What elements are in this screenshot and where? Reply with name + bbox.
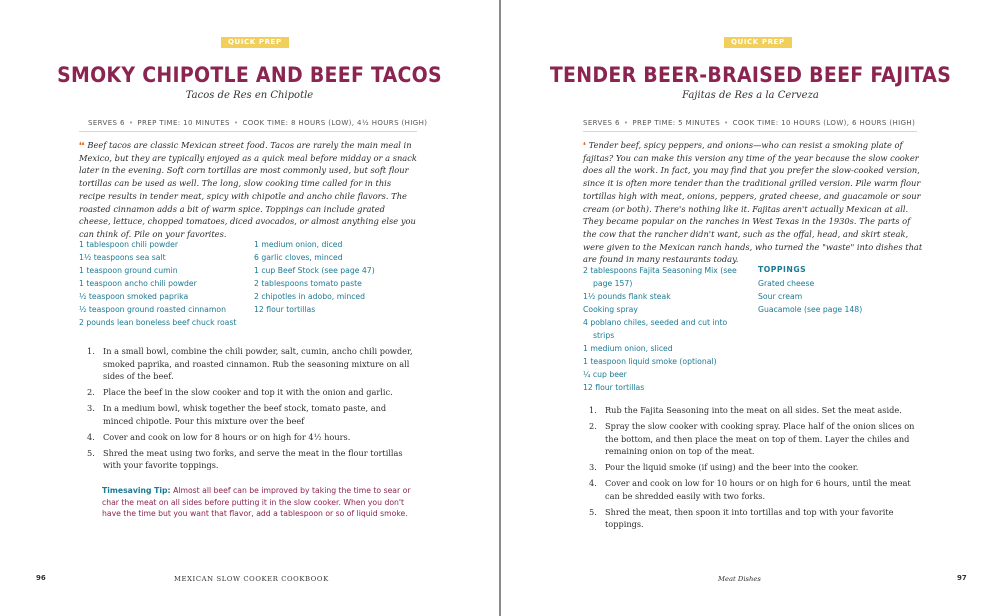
ingredient-item: ½ teaspoon ground roasted cinnamon [79,305,226,314]
ingredient-item: 4 poblano chiles, seeded and cut into strips [583,318,728,340]
quote-mark-icon: ❛ [583,140,586,150]
prep-time-label: PREP TIME: 10 MINUTES [137,119,230,127]
ingredient-item: Grated cheese [758,279,815,288]
ingredient-item: Cooking spray [583,305,638,314]
step-item [589,477,919,502]
tip-text: Almost all beef can be improved by taking the time to sear or char the meat on all sides before putting it in the slow cooker. When you don't have the time but you want that flavor, add a tablespoon or so of liquid smoke. [102,486,411,519]
ingredient-item: 2 chipotles in adobo, minced [254,292,366,301]
step-item [87,447,417,472]
quick-prep-badge: QUICK PREP [724,37,792,48]
recipe-intro: ❛❛ Beef tacos are classic Mexican street food. Tacos are rarely the main meal in Mexico, but they are typically enjoyed as a quick meal before midday or a snack later in the evening. Soft corn tortillas are most commonly used, but soft flour tortillas can be used as well. The long, slow cooking time called for in this recipe results in tender meat, spicy with chipotle and ancho chile flavors. The roasted cinnamon adds a bit of warm spice. Toppings can include grated cheese, lettuce, chopped tomatoes, diced avocados, or almost anything else you can think of. Pile on your favorites. [79,140,417,239]
ingredient-item: ½ teaspoon smoked paprika [79,292,189,301]
step-text: Rub the Fajita Seasoning into the meat on all sides. Set the meat aside. [605,405,902,415]
step-number: 5. [589,506,597,517]
ingredient-item: 1½ pounds flank steak [583,292,671,301]
step-item [589,461,919,474]
ingredient-item: 1 medium onion, diced [254,240,343,249]
ingredient-item: 1 medium onion, sliced [583,344,673,353]
ingredient-item: Sour cream [758,292,803,301]
tip-label: Timesaving Tip: [102,486,171,495]
prep-time-label: PREP TIME: 5 MINUTES [632,119,721,127]
step-text: Place the beef in the slow cooker and top it with the onion and garlic. [103,387,393,397]
ingredient-item: 12 flour tortillas [583,383,645,392]
ingredient-item: ¼ cup beer [583,370,627,379]
ingredient-item: 1 cup Beef Stock (see page 47) [254,266,375,275]
page-number: 97 [957,574,967,582]
ingredients-col-2 [254,238,424,316]
step-text: In a small bowl, combine the chili powder, salt, cumin, ancho chili powder, smoked paprika, and roasted cinnamon. Rub the seasoning mixture on all sides of the beef. [103,346,413,381]
step-item [589,420,919,458]
ingredient-item: 1 tablespoon chili powder [79,240,179,249]
quick-prep-badge: QUICK PREP [221,37,289,48]
recipe-steps [87,345,417,475]
toppings-heading: TOPPINGS [758,265,807,274]
recipe-title: SMOKY CHIPOTLE AND BEEF TACOS [57,63,442,87]
step-number: 4. [87,431,95,442]
serves-label: SERVES 6 [88,119,125,127]
recipe-subtitle: Tacos de Res en Chipotle [185,90,314,101]
step-item [87,431,417,444]
step-number: 3. [589,462,597,472]
step-number: 3. [87,403,95,413]
recipe-title: TENDER BEER-BRAISED BEEF FAJITAS [549,63,952,87]
step-text: Cover and cook on low for 8 hours or on high for 4½ hours. [103,431,351,442]
step-text: Cover and cook on low for 10 hours or on high for 6 hours, until the meat can be shredded easily with two forks. [605,478,911,501]
step-text: Pour the liquid smoke (if using) and the beer into the cooker. [605,462,859,472]
ingredient-item: 2 tablespoons tomato paste [254,279,362,288]
divider [79,131,417,132]
step-number: 2. [589,421,597,431]
step-number: 4. [589,478,597,488]
step-number: 5. [87,447,95,458]
step-item [589,506,919,531]
cook-time-label: COOK TIME: 10 HOURS (LOW), 6 HOURS (HIGH) [732,119,916,127]
quote-mark-icon: ❛❛ [79,140,85,150]
ingredient-item: Guacamole (see page 148) [758,305,863,314]
ingredient-item: 1½ teaspoons sea salt [79,253,166,262]
step-item [589,404,919,417]
timesaving-tip [102,485,412,520]
step-text: Spray the slow cooker with cooking spray. Place half of the onion slices on the bottom, and then place the meat on top of them. Layer the chiles and remaining onion on top of the meat. [605,421,915,456]
right-page [501,0,1000,616]
recipe-steps [589,404,919,534]
ingredients-col-1 [79,238,249,329]
serves-label: SERVES 6 [583,119,620,127]
step-item [87,386,417,399]
recipe-meta: SERVES 6 • PREP TIME: 10 MINUTES • COOK TIME: 8 HOURS (LOW), 4½ HOURS (HIGH) [88,119,428,127]
step-number: 2. [87,387,95,397]
cook-time-label: COOK TIME: 8 HOURS (LOW), 4½ HOURS (HIGH) [242,119,428,127]
step-number: 1. [589,405,597,415]
step-text: Shred the meat, then spoon it into tortillas and top with your favorite toppings. [605,506,894,529]
divider [583,131,917,132]
left-page [0,0,499,616]
ingredient-item: 1 teaspoon ancho chili powder [79,279,197,288]
step-text: Shred the meat using two forks, and serve the meat in the flour tortillas with your favorite toppings. [103,447,403,470]
ingredients-col-1 [583,264,748,394]
running-head: Meat Dishes [718,575,761,583]
page-number: 96 [36,574,46,582]
step-text: In a medium bowl, whisk together the beef stock, tomato paste, and minced chipotle. Pour this mixture over the beef [103,403,387,426]
ingredient-item: 1 teaspoon liquid smoke (optional) [583,357,717,366]
step-item [87,402,417,427]
ingredient-item: 6 garlic cloves, minced [254,253,343,262]
step-number: 1. [87,346,95,356]
ingredient-item: 2 pounds lean boneless beef chuck roast [79,318,237,327]
recipe-subtitle: Fajitas de Res a la Cerveza [682,90,819,101]
ingredient-item: 1 teaspoon ground cumin [79,266,178,275]
recipe-intro: ❛ Tender beef, spicy peppers, and onions—who can resist a smoking plate of fajitas? You can make this version any time of the year because the slow cooker does all the work. In fact, you may find that you prefer the slow-cooked version, since it is often more tender than the traditional grilled version. Pile warm flour tortillas high with meat, onions, peppers, grated cheese, and guacamole or sour cream (or both). There's nothing like it. Fajitas aren't actually Mexican at all. They became popular on the ranches in West Texas in the 1930s. The parts of the cow that the rancher didn't want, such as the offal, head, and skirt steak, were given to the Mexican ranch hands, who turned the "waste" into dishes that are found in many restaurants today. [583,140,923,265]
ingredient-item: 2 tablespoons Fajita Seasoning Mix (see page 157) [583,266,737,288]
running-head: MEXICAN SLOW COOKER COOKBOOK [174,575,329,583]
step-item [87,345,417,383]
recipe-meta: SERVES 6 • PREP TIME: 5 MINUTES • COOK TIME: 10 HOURS (LOW), 6 HOURS (HIGH) [583,119,916,127]
toppings-list [758,277,918,316]
ingredient-item: 12 flour tortillas [254,305,316,314]
